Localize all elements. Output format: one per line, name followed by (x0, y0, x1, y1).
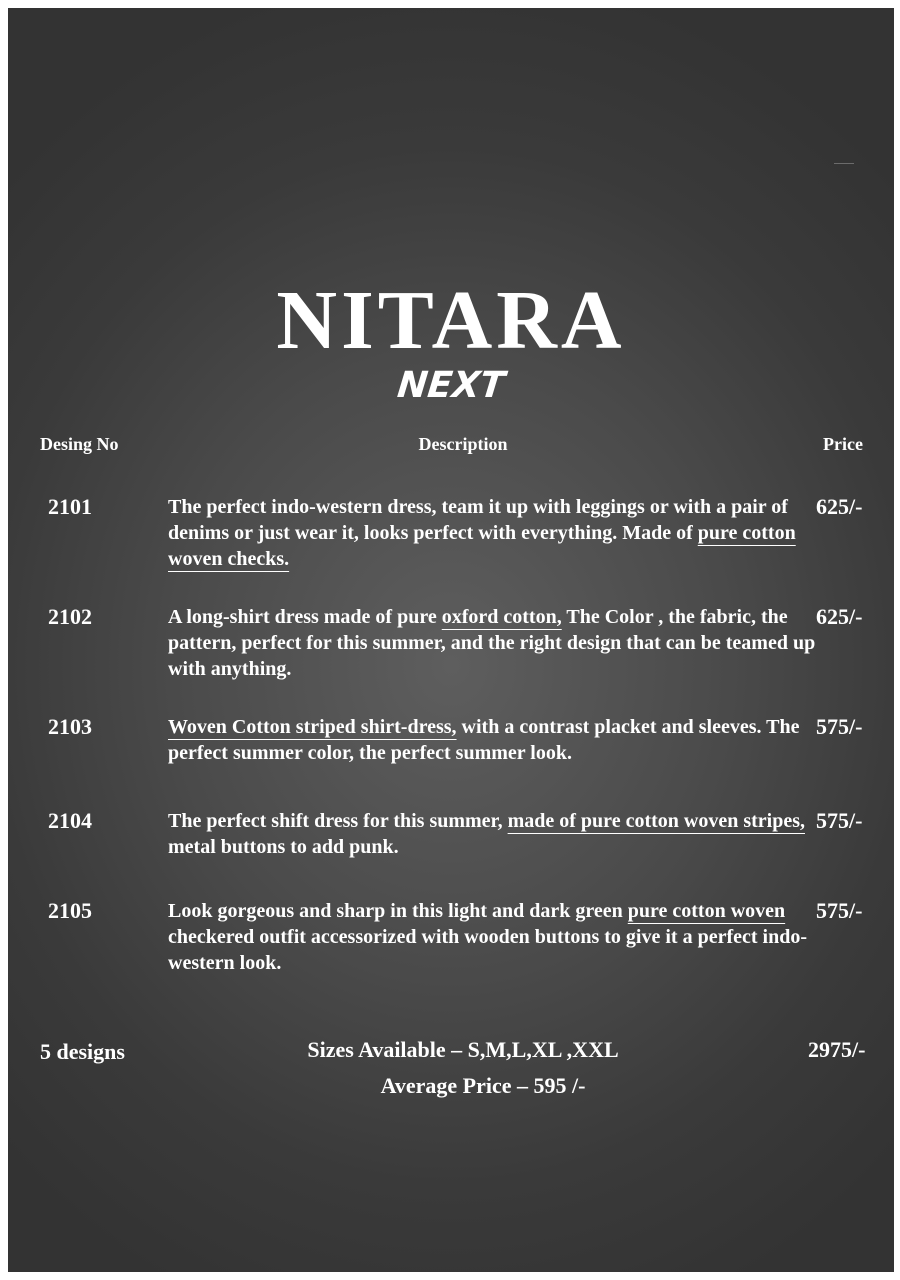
design-description: The perfect indo-western dress, team it up with leggings or with a pair of denims or just wear it, looks perfect with everything. Made of pure cotton woven checks. (168, 496, 796, 570)
brand-subline: NEXT (395, 365, 507, 406)
column-header-description: Description (418, 434, 508, 454)
design-description: Look gorgeous and sharp in this light and dark green pure cotton woven checkered outfit accessorized with wooden buttons to give it a perfect indo-western look. (168, 900, 807, 974)
average-price: Average Price – 595 /- (380, 1073, 586, 1098)
design-number: 2104 (48, 808, 92, 833)
design-number: 2103 (48, 714, 92, 739)
column-header-price: Price (823, 434, 863, 454)
design-price: 575/- (816, 714, 863, 739)
design-number: 2101 (48, 494, 92, 519)
design-count: 5 designs (40, 1039, 125, 1064)
catalog-sheet (8, 8, 894, 1272)
design-price: 575/- (816, 808, 863, 833)
design-description: A long-shirt dress made of pure oxford cotton, The Color , the fabric, the pattern, perfect for this summer, and the right design that can be teamed up with anything. (168, 606, 816, 680)
design-description: Woven Cotton striped shirt-dress, with a contrast placket and sleeves. The perfect summer color, the perfect summer look. (168, 716, 800, 764)
design-number: 2105 (48, 898, 92, 923)
design-description: The perfect shift dress for this summer, made of pure cotton woven stripes, metal buttons to add punk. (168, 810, 805, 858)
design-number: 2102 (48, 604, 92, 629)
divider (834, 163, 854, 164)
brand-logo: NITARA (276, 274, 626, 367)
sizes-available: Sizes Available – S,M,L,XL ,XXL (307, 1037, 619, 1062)
design-price: 625/- (816, 494, 863, 519)
design-price: 625/- (816, 604, 863, 629)
design-price: 575/- (816, 898, 863, 923)
column-header-design: Desing No (40, 434, 119, 454)
total-price: 2975/- (808, 1037, 866, 1062)
